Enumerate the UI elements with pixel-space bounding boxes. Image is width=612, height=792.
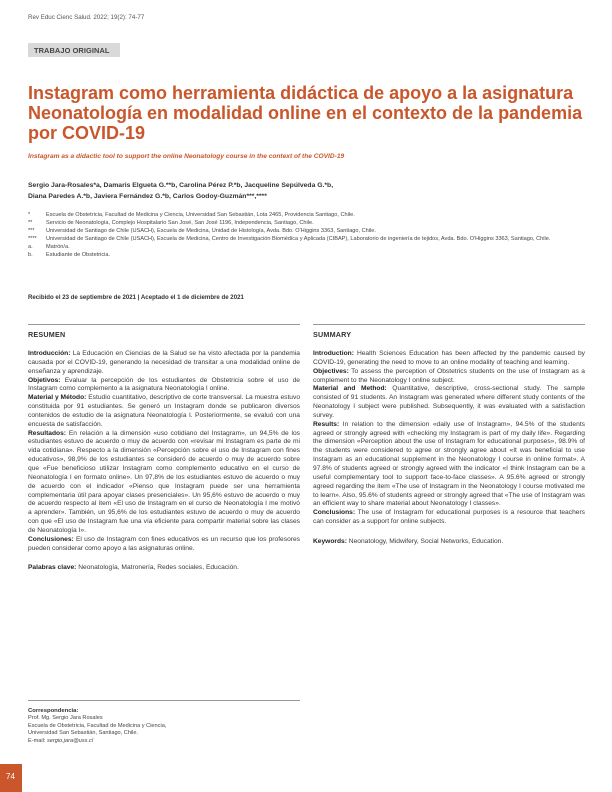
author-line: Sergio Jara-Rosales*a, Damaris Elgueta G.**b, Carolina Pérez P.*b, Jacqueline Sepúlveda G.*b, (28, 182, 334, 189)
resumen-obj: Evaluar la percepción de los estudiantes de Obstetricia sobre el uso de Instagram como complemento a la asignatura Neonatología I online. (28, 376, 300, 393)
summary-res-label: Results: (313, 420, 340, 428)
summary-heading: SUMMARY (313, 324, 585, 339)
section-tag: TRABAJO ORIGINAL (28, 43, 120, 57)
affiliation-mark: ** (28, 220, 33, 226)
resumen-con-label: Conclusiones: (28, 535, 74, 543)
resumen-heading: RESUMEN (28, 324, 300, 339)
affiliations (28, 211, 588, 259)
article-subtitle: Instagram as a didactic tool to support the online Neonatology course in the context of the COVID-19 (28, 153, 345, 160)
affiliation-item (28, 227, 588, 235)
correspondence-address: Escuela de Obstetricia, Facultad de Medicina y Ciencia, (28, 722, 167, 729)
summary-res: In relation to the dimension «daily use of Instagram», 94.5% of the students agreed or strongly agreed with «checking my Instagram is part of my daily life». Regarding the dimension «Perception about the use of Instagram for educational purposes», 98.9% of the students were considered to agree or strongly agree about «It was beneficial to use Instagram as an educational supplement in the Neonatology I course in online format». A 97.8% of students agreed or strongly agreed with the indicator «I think Instagram can be a useful complementary tool to support face-to-face classes». A 95.6% agreed or strongly agreed regarding the item «The use of Instagram in the Neonatology I course motivated me to learn». Also, 95.6% of students agreed or strongly agreed that «The use of Instagram was an efficient way to share material about Neonatology I classes». (313, 420, 585, 508)
summary-column (313, 324, 585, 547)
affiliation-mark: a. (28, 244, 33, 250)
summary-con-label: Conclusions: (313, 509, 356, 517)
affiliation-item (28, 251, 588, 259)
summary-kw-label: Keywords: (313, 537, 347, 545)
resumen-met-label: Material y Método: (28, 394, 87, 402)
summary-keywords (313, 538, 585, 547)
summary-con: The use of Instagram for educational purposes is a resource that teachers can consider as a support for online subjects. (313, 509, 585, 526)
resumen-kw: Neonatología, Matronería, Redes sociales, Educación. (76, 564, 239, 572)
affiliation-item (28, 211, 588, 219)
correspondence-block (28, 700, 300, 746)
affiliation-text: Servicio de Neonatología, Complejo Hospitalario San José, San José 1196, Independencia, Santiago, Chile. (46, 220, 314, 226)
resumen-res: En relación a la dimensión «uso cotidiano del Instagram», un 94,5% de los estudiantes estuvo de acuerdo o muy de acuerdo con «revisar mi Instagram es parte de mi vida cotidiana». Respecto a la dimensión «Percepción sobre el uso de Instagram con fines educativos», 98,9% de los estudiantes se consideró de acuerdo o muy de acuerdo sobre que «Fue beneficioso utilizar Instagram como complemento educativo en el curso de Neonatología I en formato online». Un 97,8% de los estudiantes estuvo de acuerdo o muy de acuerdo con el indicador «Pienso que Instagram puede ser una herramienta complementaria útil para apoyar clases presenciales». Un 95,6% estuvo de acuerdo o muy de acuerdo respecto al ítem «El uso de Instagram en el curso de Neonatología I me motivó a aprender». También, un 95,6% de los estudiantes estuvo de acuerdo o muy de acuerdo con que «El uso de Instagram fue una vía eficiente para compartir material sobre las clases de Neonatología I». (28, 429, 300, 534)
summary-obj: To assess the perception of Obstetrics students on the use of Instagram as a complement to the Neonatology I online subject. (313, 367, 585, 384)
affiliation-mark: * (28, 212, 31, 218)
affiliation-item (28, 243, 588, 251)
affiliation-mark: **** (28, 236, 37, 242)
author-list (28, 180, 588, 202)
affiliation-text: Estudiante de Obstetricia. (46, 252, 111, 258)
correspondence-email-label: E-mail: (28, 738, 47, 745)
summary-intro-label: Introduction: (313, 350, 354, 357)
affiliation-text: Matrón/a. (46, 244, 70, 250)
affiliation-text: Escuela de Obstetricia, Facultad de Medicina y Ciencia, Universidad San Sebastián, Lota 2465, Providencia Santiago, Chile. (46, 212, 355, 218)
affiliation-item (28, 235, 588, 243)
resumen-intro: La Educación en Ciencias de la Salud se ha visto afectada por la pandemia causada por el COVID-19, generando la necesidad de transitar a una modalidad online de enseñanza y aprendizaje. (28, 350, 300, 375)
affiliation-text: Universidad de Santiago de Chile (USACH), Escuela de Medicina, Unidad de Histología, Avda. Bdo. O'Higgins 3363, Santiago, Chile. (46, 228, 376, 234)
affiliation-mark: *** (28, 228, 35, 234)
affiliation-text: Universidad de Santiago de Chile (USACH), Escuela de Medicina, Centro de Investigación Biomédica y Aplicada (CIBAP), Laboratorio de ingeniería de tejidos, Avda. Bdo. O'Higgins 3363, Santiago, Chile. (46, 236, 551, 242)
resumen-keywords (28, 564, 300, 573)
author-line: Diana Paredes A.*b, Javiera Fernández G.*b, Carlos Godoy-Guzmán***,**** (28, 193, 267, 200)
correspondence-heading: Correspondencia: (28, 708, 79, 714)
correspondence-divider (28, 700, 300, 701)
resumen-obj-label: Objetivos: (28, 376, 61, 384)
correspondence-name: Prof. Mg. Sergio Jara Rosales (28, 715, 103, 721)
resumen-con: El uso de Instagram con fines educativos es un recurso que los profesores pueden considerar como apoyo a las asignaturas online. (28, 535, 300, 552)
received-accepted-dates: Recibido el 23 de septiembre de 2021 | Aceptado el 1 de diciembre de 2021 (28, 294, 244, 301)
correspondence-address: Universidad San Sebastián, Santiago, Chile. (28, 730, 139, 737)
summary-body (313, 350, 585, 527)
summary-obj-label: Objectives: (313, 367, 349, 375)
resumen-res-label: Resultados: (28, 429, 67, 437)
resumen-intro-label: Introducción: (28, 350, 71, 357)
summary-met: Quantitative, descriptive, cross-sectional study. The sample consisted of 91 students. An Instagram was generated where different study contents of the Neonatology I subject were published. Subsequently, it was evaluated with a satisfaction survey. (313, 385, 585, 419)
affiliation-item (28, 219, 588, 227)
summary-kw: Neonatology, Midwifery, Social Networks, Education. (346, 537, 504, 545)
correspondence-email-link[interactable]: sergio.jara@uss.cl (46, 738, 94, 745)
resumen-body (28, 350, 300, 553)
affiliation-mark: b. (28, 252, 33, 258)
page-number: 74 (0, 764, 22, 792)
resumen-column (28, 324, 300, 573)
correspondence-email-line (28, 738, 300, 746)
resumen-met: Estudio cuantitativo, descriptivo de corte transversal. La muestra estuvo constituida por 91 estudiantes. Se generó un Instagram donde se publicaron diversos contenidos de estudio de la asignatura Neonatología I. Posteriormente, se evaluó con una encuesta de satisfacción. (28, 394, 301, 428)
journal-citation: Rev Educ Cienc Salud. 2022; 19(2): 74-77 (28, 14, 145, 21)
summary-met-label: Material and Method: (313, 385, 387, 393)
article-title: Instagram como herramienta didáctica de apoyo a la asignatura Neonatología en modalidad online en el contexto de la pandemia por COVID-19 (28, 83, 583, 143)
resumen-kw-label: Palabras clave: (28, 564, 77, 572)
summary-intro: Health Sciences Education has been affected by the pandemic caused by COVID-19, generating the need to move to an online modality of teaching and learning. (313, 350, 585, 366)
